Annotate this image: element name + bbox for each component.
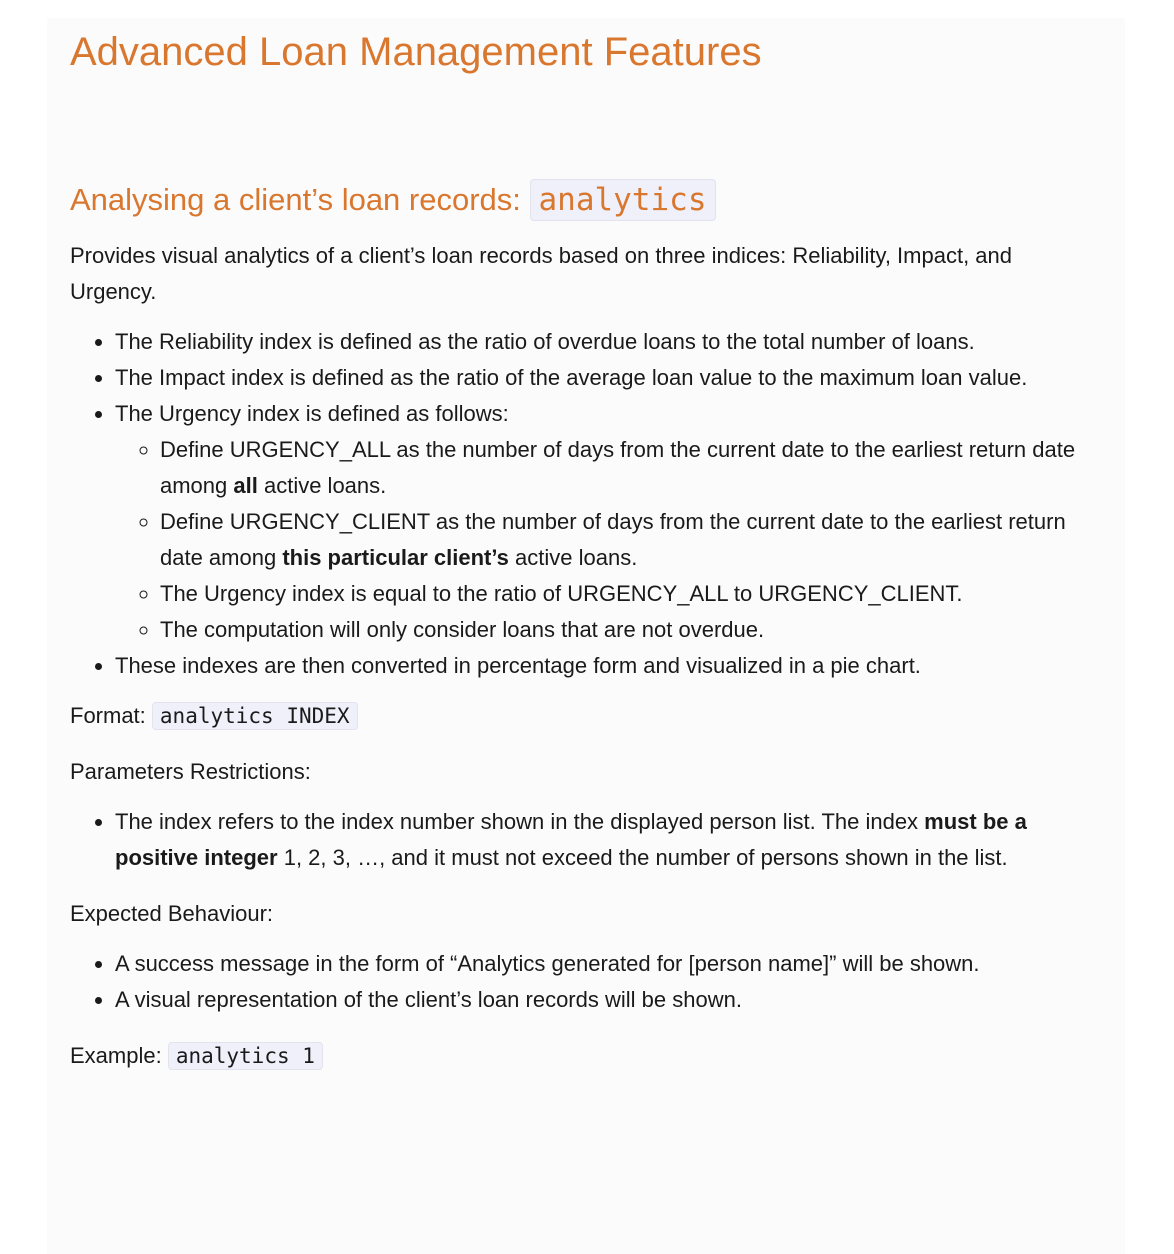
list-item: ◦ The Urgency index is equal to the ratio of URGENCY_ALL to URGENCY_CLIENT. <box>160 576 1100 612</box>
list-item <box>115 396 1100 648</box>
section-heading-code: analytics <box>530 179 716 221</box>
intro-paragraph: Provides visual analytics of a client’s loan records based on three indices: Reliability, Impact, and Urgency. <box>70 243 1013 304</box>
list-item: • The Reliability index is defined as the ratio of overdue loans to the total number of loans. <box>115 324 1100 360</box>
format-label: Format: <box>70 703 152 728</box>
example-label: Example: <box>70 1043 168 1068</box>
document-page <box>47 18 1125 1254</box>
bold-text: must be a positive integer <box>115 809 1027 870</box>
indices-list <box>70 324 1100 684</box>
example-line <box>70 1038 1100 1074</box>
text: active loans. <box>257 473 387 498</box>
expected-list <box>70 946 1100 1018</box>
bold-text: this particular client’s <box>282 545 509 570</box>
params-label: Parameters Restrictions: <box>70 759 311 784</box>
list-item <box>160 432 1100 504</box>
text: Define URGENCY_CLIENT as the number of days from the current date to the earliest return date among <box>160 509 1066 570</box>
section-heading-text: Analysing a client’s loan records: <box>70 182 530 217</box>
urgency-sublist <box>115 432 1100 648</box>
format-code: analytics INDEX <box>152 702 358 730</box>
example-code: analytics 1 <box>168 1042 323 1070</box>
list-item: • The Impact index is defined as the ratio of the average loan value to the maximum loan value. <box>115 360 1100 396</box>
list-item: • A visual representation of the client’s loan records will be shown. <box>115 982 1100 1018</box>
urgency-text: The Urgency index is defined as follows: <box>115 401 509 426</box>
text: The index refers to the index number shown in the displayed person list. The index <box>115 809 925 834</box>
text: Define URGENCY_ALL as the number of days from the current date to the earliest return date among <box>160 437 1076 498</box>
list-item: ◦ The computation will only consider loans that are not overdue. <box>160 612 1100 648</box>
list-item: • These indexes are then converted in percentage form and visualized in a pie chart. <box>115 648 1100 684</box>
section-heading <box>70 176 1100 224</box>
list-item <box>115 804 1100 876</box>
format-line <box>70 698 1100 734</box>
list-item: • A success message in the form of “Analytics generated for [person name]” will be shown. <box>115 946 1100 982</box>
page-title: Advanced Loan Management Features <box>70 30 762 74</box>
params-list <box>70 804 1100 876</box>
expected-label: Expected Behaviour: <box>70 901 274 926</box>
list-item <box>160 504 1100 576</box>
text: 1, 2, 3, …, and it must not exceed the number of persons shown in the list. <box>277 845 1008 870</box>
text: active loans. <box>508 545 638 570</box>
document-content <box>70 18 1100 1088</box>
bold-text: all <box>233 473 258 498</box>
